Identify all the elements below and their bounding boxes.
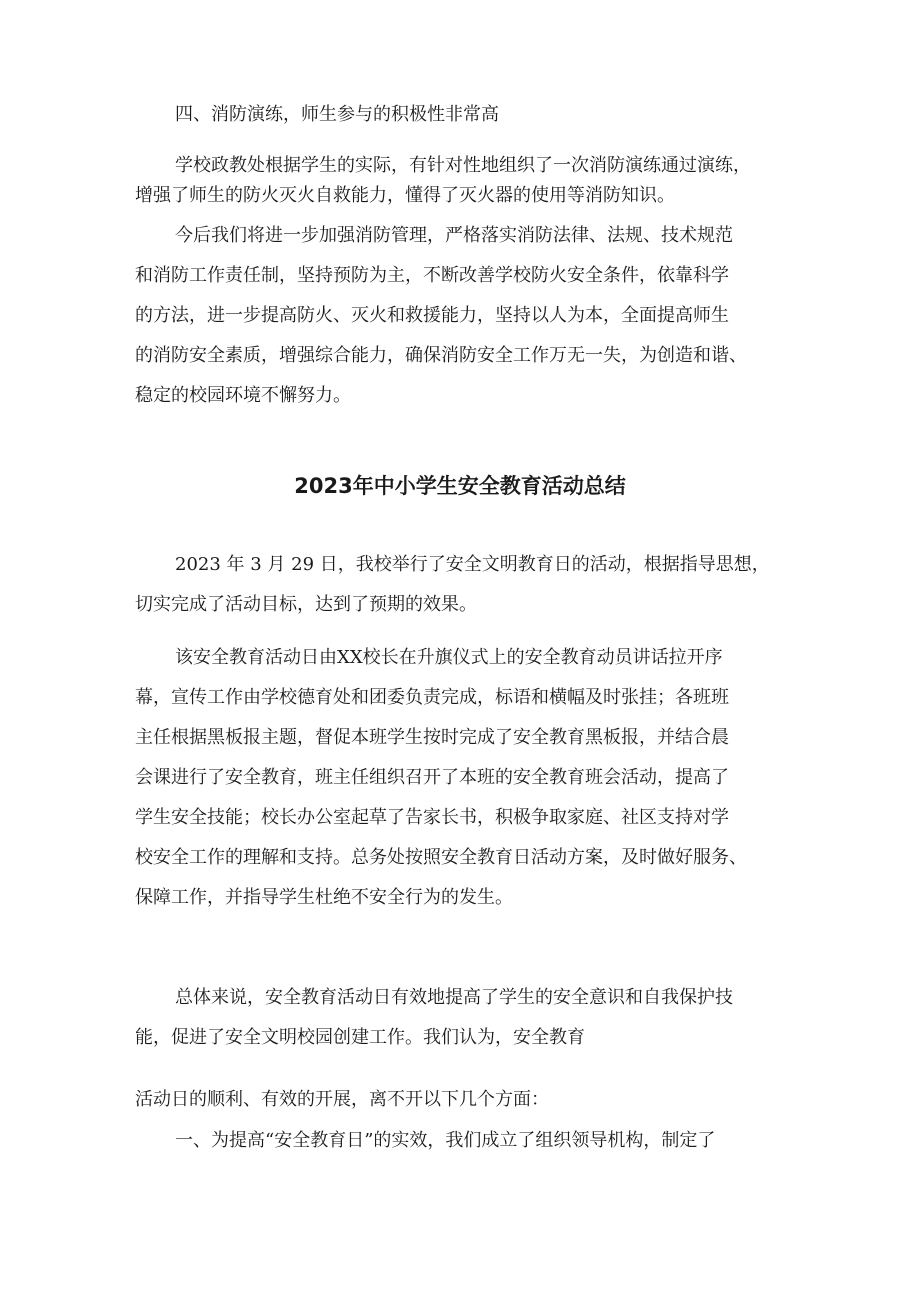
paragraph-point-one: 一、为提高“安全教育日”的实效，我们成立了组织领导机构，制定了 (175, 1130, 716, 1151)
text-line: 幕，宣传工作由学校德育处和团委负责完成，标语和横幅及时张挂；各班班 (135, 687, 729, 708)
text-line: 校安全工作的理解和支持。总务处按照安全教育日活动方案，及时做好服务、 (135, 847, 747, 868)
text-line: 稳定的校园环境不懈努力。 (135, 385, 351, 406)
text-line: 总体来说，安全教育活动日有效地提高了学生的安全意识和自我保护技 (175, 987, 733, 1008)
text-line: 今后我们将进一步加强消防管理，严格落实消防法律、法规、技术规范 (175, 225, 733, 246)
paragraph-activity-details (135, 638, 795, 918)
text-line: 学生安全技能；校长办公室起草了告家长书，积极争取家庭、社区支持对学 (135, 807, 729, 828)
text-line: 该安全教育活动日由XX校长在升旗仪式上的安全教育动员讲话拉开序 (175, 647, 723, 668)
text-line: 会课进行了安全教育，班主任组织召开了本班的安全教育班会活动，提高了 (135, 767, 729, 788)
paragraph-aspects: 活动日的顺利、有效的开展，离不开以下几个方面： (135, 1089, 549, 1110)
text-line: 切实完成了活动目标，达到了预期的效果。 (135, 594, 477, 615)
paragraph-future-plan (135, 216, 795, 416)
text-line: 的消防安全素质，增强综合能力，确保消防安全工作万无一失，为创造和谐、 (135, 345, 747, 366)
text-line: 和消防工作责任制，坚持预防为主，不断改善学校防火安全条件，依靠科学 (135, 265, 729, 286)
text-line: 增强了师生的防火灭火自救能力，懂得了灭火器的使用等消防知识。 (135, 185, 675, 206)
text-line: 2023 年 3 月 29 日，我校举行了安全文明教育日的活动，根据指导思想， (175, 554, 770, 575)
paragraph-event-date (135, 545, 795, 625)
paragraph-fire-drill (135, 151, 795, 211)
text-line: 能，促进了安全文明校园创建工作。我们认为，安全教育 (135, 1027, 585, 1048)
text-line: 的方法，进一步提高防火、灭火和救援能力，坚持以人为本，全面提高师生 (135, 305, 729, 326)
text-line: 主任根据黑板报主题，督促本班学生按时完成了安全教育黑板报，并结合晨 (135, 727, 729, 748)
document-title: 2023年中小学生安全教育活动总结 (294, 474, 626, 498)
text-line: 保障工作，并指导学生杜绝不安全行为的发生。 (135, 887, 513, 908)
text-line: 学校政教处根据学生的实际，有针对性地组织了一次消防演练通过演练， (175, 155, 751, 176)
section-heading-fire-drill: 四、消防演练，师生参与的积极性非常高 (175, 104, 499, 125)
paragraph-summary (135, 978, 795, 1058)
